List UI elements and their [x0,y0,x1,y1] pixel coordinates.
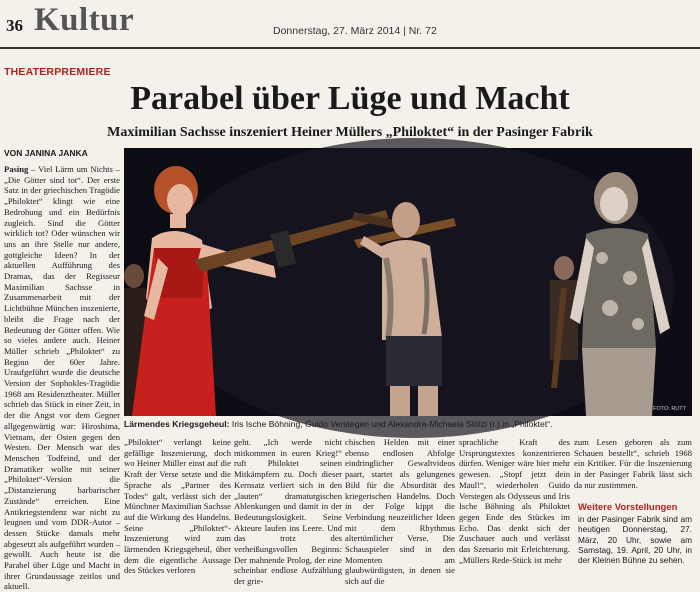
byline: VON JANINA JANKA [4,148,88,158]
article-text-1: – Viel Lärm um Nichts – „Die Götter sind tot“. Der erste Satz in der griechischen Tragödie „Philoktet“ klingt wie eine Bedrohung und ein Bedürfnis zugleich. Sind die Götter wirklich tot? Oder wünschen wir uns an ihre Stelle nur andere, gottgleiche Ideen? In der aktuellen Aufführung des Dramas, das der Regisseur Maximilian Sachsse in Zusammenarbeit mit der Lichtbühne München inszenierte, bleibt die Frage nach der Bedeutung der Götter offen. Wie so vieles andere auch. Heiner Müller schrieb „Philoktet“ zu Beginn der 60er Jahre. Uraufgeführt wurde die deutsche Version der Sophokles-Tragödie 1968 am Residenztheater. Müller schrieb das Stück in einer Zeit, in der die Angst vor dem Gegner allgegenwärtig war: Hiroshima, Vietnam, der Osten gegen den Westen. Der Mensch war des Menschen Todfeind, und der Dramatiker wollte mit seiner „Philoktet“-Version die „Distanzierung barbarischer Zustände“ erreichen. Eine Antikriegstendenz war nicht zu leugnen und vom DDR-Autor – dessen Stücke damals mehr abgesetzt als aufgeführt wurden – gewollt. Auch heute ist die Parabel über Lüge und Macht in ihrer Grundaussage zeitlos und aktuell. [4,164,120,592]
caption-lead: Lärmendes Kriegsgeheul: [124,419,230,429]
subheadline: Maximilian Sachsse inszeniert Heiner Müllers „Philoktet“ in der Pasinger Fabrik [107,125,593,140]
article-column-1 [4,164,120,592]
article-column-2: „Philoktet“ verlangt keine gefällige Inszenierung, doch wo Heiner Müller einst auf die Kraft der Verse setzte und die Sprache als „Partner des Todes“ galt, verlässt sich der Münchner Maximilian Sachsse auf die Wirkung des Handelns. Seine „Philoktet“-Inszenierung wird zum lärmenden Kriegsgeheul, über dem die eigentliche Aussage des Stückes verloren [124,437,231,576]
dateline: Donnerstag, 27. März 2014 | Nr. 72 [273,25,437,37]
article-column-6: zum Lesen geboren als zum Schauen bestellt“, schrieb 1968 ein Kritiker. Für die Inszenierung in der Pasinger Fabrik lässt sich da nur zustimmen. [574,437,692,490]
article-column-3: geht. „Ich werde nicht mitkommen in euren Krieg!“ ruft Philoktet seinen Mitkämpfern zu. Doch dieser Kernsatz verliert sich in den „lauten“ dramaturgischen Ablenkungen und damit in der Bedeutungslosigkeit. Seine Akteure laufen ins Leere. Und das trotz des verheißungsvollen Beginns: Der mahnende Prolog, der eine scheinbar endlose Aufzählung der grie- [234,437,342,587]
page-number: 36 [6,16,23,35]
article-column-4: chischen Helden mit einer ebenso endlosen Abfolge eindringlicher Gewaltvideos paart, startet als gelungenes Bild für die Absurdität des kriegerischen Handelns. Doch in der Folge kippt die Verbindung neuzeitlicher Ideen mit dem Rhythmus altertümlicher Verse. Die Schauspieler sind in den Momenten am glaubwürdigsten, in denen sie sich auf die [345,437,455,587]
header-rule [0,47,700,49]
kicker: THEATERPREMIERE [4,66,111,78]
article-column-5: sprachliche Kraft des Ursprungstextes konzentrieren dürfen. Weniger wäre hier mehr gewesen. „Stopf jetzt dein Maul!“, wiederholen Guido Verstegen als Odysseus und Iris Ische Böhning als Philoktet gegen Ende des Stückes im Echo. Das denkt sich der Zuschauer auch und verlässt das Szenario mit Erleichterung. „Müllers Rede-Stück ist mehr [459,437,570,565]
section-title: Kultur [34,2,135,38]
photo-credit: FOTO: RUTT [653,406,686,412]
stage-photo-illustration [124,148,692,416]
infobox-text: in der Pasinger Fabrik sind am heutigen Donnerstag, 27. März, 20 Uhr, sowie am Samstag, 19. April, 20 Uhr, in der Kleinen Bühne zu sehen. [578,514,692,566]
dateline-place: Pasing [4,164,29,174]
infobox-title: Weitere Vorstellungen [578,502,678,513]
headline: Parabel über Lüge und Macht [130,80,570,117]
article-photo [124,148,692,416]
caption-text: Iris Ische Böhning, Guido Verstegen und Alexandra-Michaela Stölzl (r.) in „Philoktet“. [229,419,553,429]
photo-caption [124,419,692,429]
